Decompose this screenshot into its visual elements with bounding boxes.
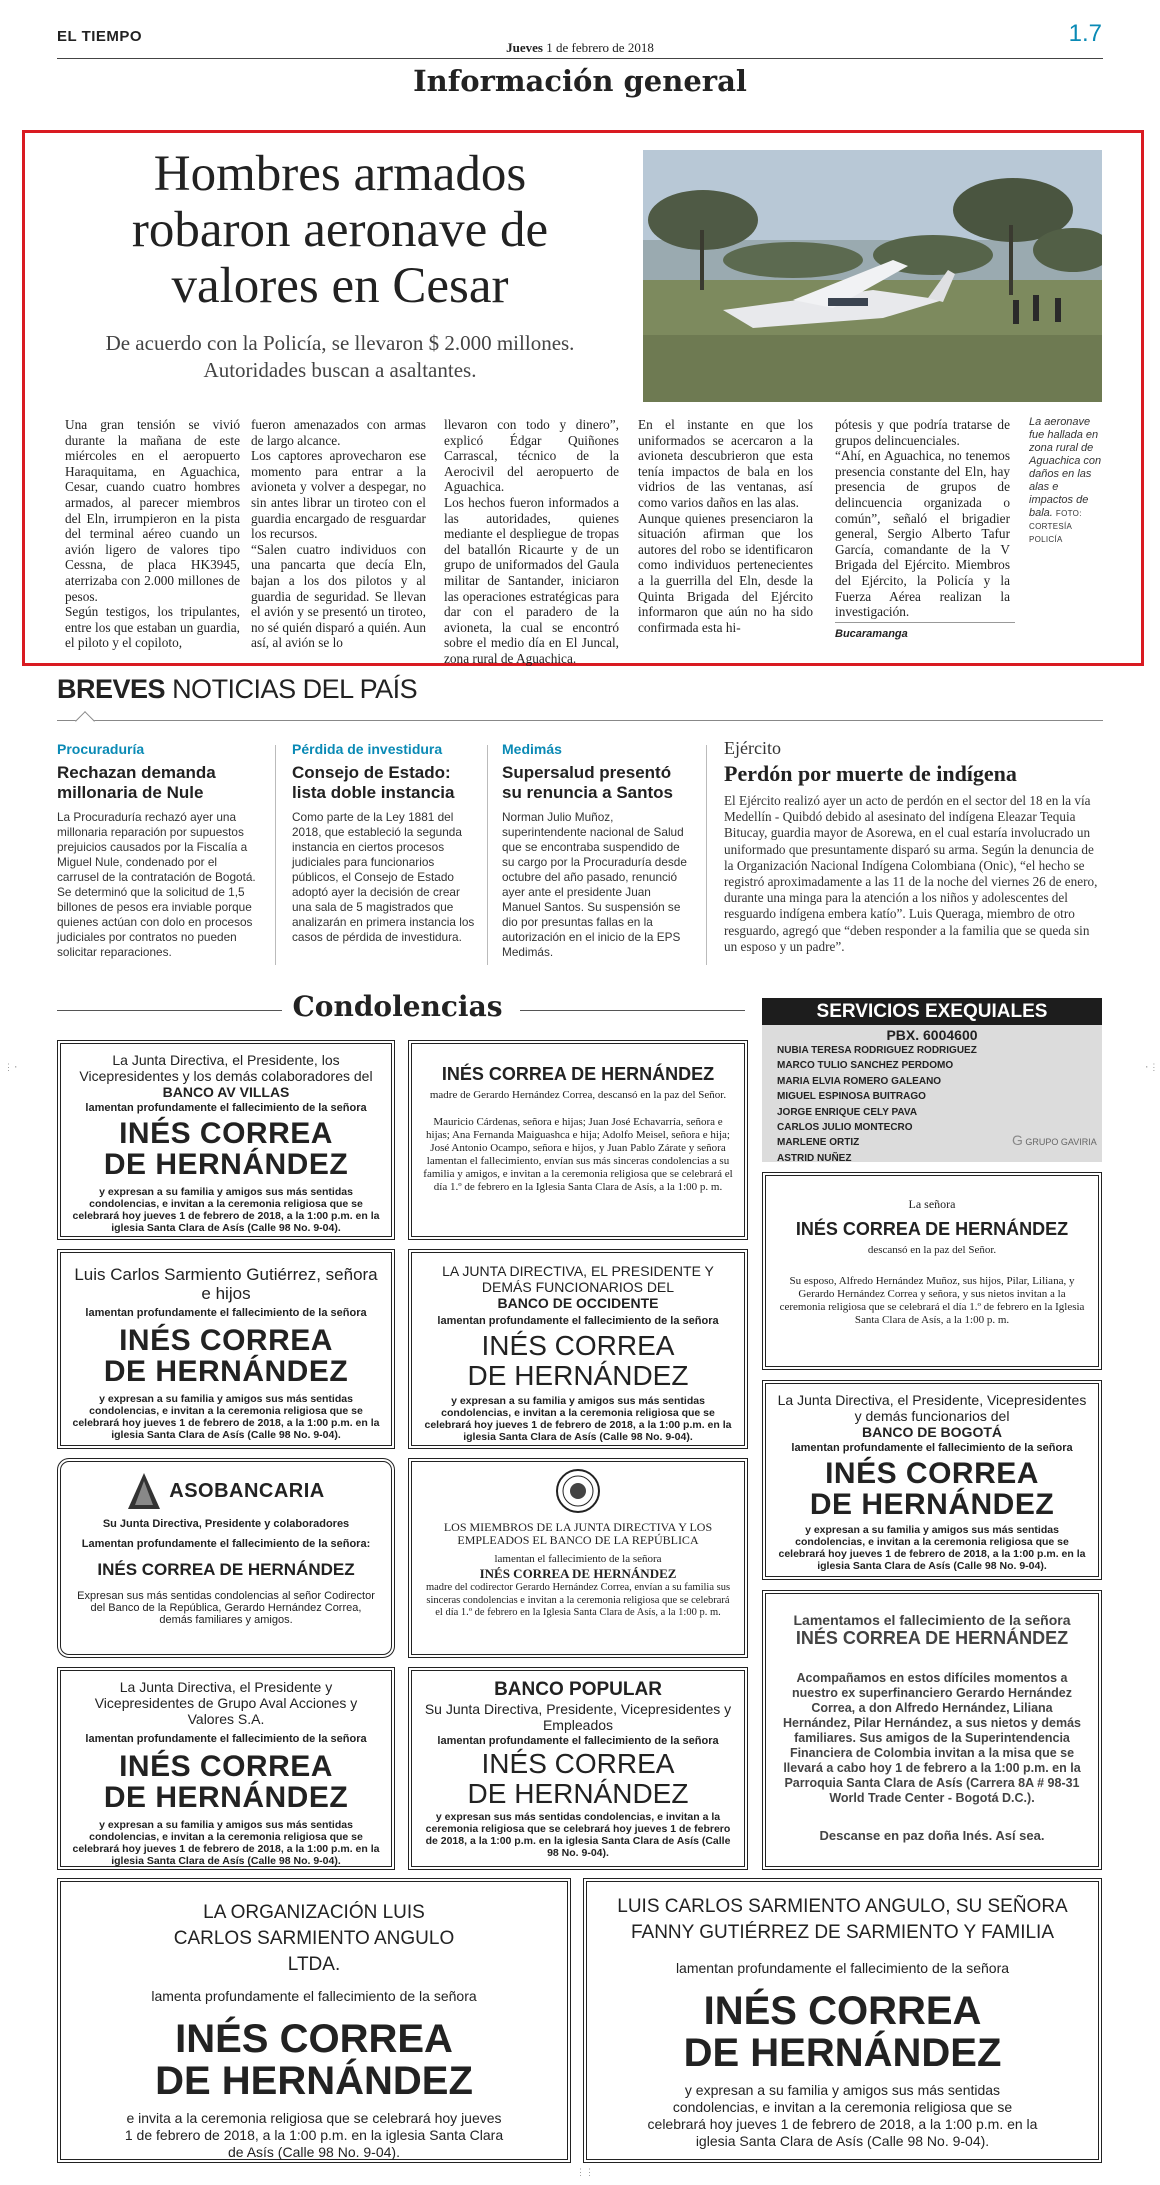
brief-category: Medimás — [502, 741, 562, 757]
brief-text: El Ejército realizó ayer un acto de perdón en el sector del 18 en la vía Medellín - Quibdó debido al asesinato del indígena Eleazar Tequia Bitucay, guardia mayor de Asorewa, en el cual estaría involucrado un uniformado que presuntamente disparó su arma. Según la denuncia de la Organización Nacional Indígena Colombiana (Onic), “el hecho se registró aproximadamente a las 11 de la noche del viernes 26 de enero, durante una minga para la atención a los niños y adolescentes del resguardo indígena embera katío”. Luis Queraga, miembro de otro resguardo, agregó que “deben responder a la familia que se queda sin un esposo y un padre”. — [724, 793, 1098, 954]
list-item: ASTRID NUÑEZ — [777, 1152, 852, 1164]
feature-deck: De acuerdo con la Policía, se llevaron $ 2.000 millones. Autoridades buscan a asaltantes. — [105, 331, 575, 382]
brief-text: La Procuraduría rechazó ayer una millonaria reparación por supuestos prejuicios causados por la Fiscalía a Miguel Nule, condenado por el carrusel de la contratación de Bogotá. Se determinó que la solicitud de 1,5 billones de pesos era inviable porque quienes actúan con dolo en procesos judiciales por contratos no pueden solicitar reparaciones. — [57, 810, 256, 959]
ad-lament: lamentan profundamente el fallecimiento de la señora — [85, 1307, 367, 1319]
caption-text: La aeronave fue hallada en zona rural de Aguachica con daños en las alas e impactos de bala. — [1029, 416, 1102, 519]
page-number: 1.7 — [1068, 20, 1102, 47]
ad-name: INÉS CORREA DE HERNÁNDEZ — [441, 1064, 715, 1084]
ad-intro: LUIS CARLOS SARMIENTO ANGULO, SU SEÑORA FANNY GUTIÉRREZ DE SARMIENTO Y FAMILIA — [617, 1896, 1068, 1943]
ad-name-2: DE HERNÁNDEZ — [467, 1360, 689, 1391]
caption-credit: FOTO: CORTESÍA POLICÍA — [1029, 509, 1082, 544]
ad-name-2: DE HERNÁNDEZ — [103, 1781, 349, 1814]
brief-headline: Consejo de Estado: lista doble instancia — [292, 763, 455, 802]
asobancaria-wordmark: ASOBANCARIA — [169, 1479, 325, 1502]
ad-lament: lamentan profundamente el fallecimiento de la señora — [437, 1315, 719, 1327]
condolence-ad-lcs-gutierrez — [57, 1249, 395, 1449]
ad-intro: LOS MIEMBROS DE LA JUNTA DIRECTIVA Y LOS EMPLEADOS EL BANCO DE LA REPÚBLICA — [443, 1520, 713, 1547]
brief-separator — [487, 745, 488, 965]
ad-intro: Su Junta Directiva, Presidente, Vicepresidentes y Empleados — [424, 1701, 732, 1733]
condolence-ad-banco-bogota — [762, 1380, 1102, 1580]
brief-item — [57, 741, 262, 960]
condolence-ad-grupo-aval — [57, 1667, 395, 1870]
dateline — [0, 40, 1160, 56]
ad-sub: descansó en la paz del Señor. — [867, 1244, 997, 1256]
asobancaria-icon — [127, 1472, 161, 1510]
ad-name-1: INÉS CORREA — [481, 1330, 675, 1361]
servicios-title: SERVICIOS EXEQUIALES — [762, 998, 1102, 1025]
ad-lament: lamentan profundamente el fallecimiento de la señora — [675, 1960, 1010, 1976]
date-day: Jueves — [506, 40, 543, 55]
list-item: MIGUEL ESPINOSA BUITRAGO — [777, 1091, 926, 1103]
ad-body: madre del codirector Gerardo Hernández Correa, envían a su familia sus sinceras condolencias e invitan a la ceremonia religiosa que se celebrará el día 1.º de febrero en la Iglesia Santa Clara de Asís, a la 1:00 p. m. — [425, 1582, 731, 1618]
list-item: NUBIA TERESA RODRIGUEZ RODRIGUEZ — [777, 1045, 977, 1056]
ad-name-1: INÉS CORREA — [119, 1324, 333, 1357]
ad-intro: Luis Carlos Sarmiento Gutiérrez, señora e hijos — [74, 1265, 378, 1303]
ad-name-2: DE HERNÁNDEZ — [155, 2059, 473, 2103]
banrep-seal-icon — [555, 1468, 601, 1514]
ad-body: y expresan a su familia y amigos sus más sentidas condolencias, e invitan a la ceremonia religiosa que se celebrará hoy jueves 1 de febrero de 2018, a la 1:00 p.m. en la iglesia Santa Clara de Asís (Calle 98 No. 9-04). — [424, 1395, 732, 1443]
brief-separator — [275, 745, 276, 965]
gaviria-brand: GRUPO GAVIRIA — [1025, 1137, 1097, 1147]
ad-body: Mauricio Cárdenas, señora e hijas; Juan José Echavarría, señora e hijas; Ana Fernanda Maiguashca e hija; Adolfo Meisel, señora e hija; José Antonio Ocampo, señora e hijos, y Juan Pablo Zárate y señora lamentan el fallecimiento, envían sus más sinceras condolencias a su familia y amigos, e invitan a la ceremonia religiosa que se celebrará el día 1.º de febrero en la Iglesia Santa Clara de Asís, a la 1:00 p. m. — [423, 1116, 733, 1193]
ad-name-1: INÉS CORREA — [175, 2017, 453, 2061]
brief-headline: Supersalud presentó su renuncia a Santos — [502, 763, 673, 802]
breves-title-bold: BREVES — [57, 674, 166, 704]
ad-sub: madre de Gerardo Hernández Correa, descansó en la paz del Señor. — [429, 1089, 727, 1101]
ad-body: y expresan a su familia y amigos sus más sentidas condolencias, e invitan a la ceremonia religiosa que se celebrará hoy jueves 1 de febrero de 2018, a la 1:00 p.m. en la iglesia Santa Clara de Asís (Calle 98 No. 9-04). — [72, 1819, 380, 1867]
ad-name-2: DE HERNÁNDEZ — [809, 1488, 1055, 1521]
registration-mark: ·⋮ — [1144, 1063, 1159, 1073]
ad-top: La señora — [908, 1197, 956, 1211]
ad-body: y expresan a su familia y amigos sus más sentidas condolencias, e invitan a la ceremonia religiosa que se celebrará hoy jueves 1 de febrero de 2018, a la 1:00 p.m. en la iglesia Santa Clara de Asís (Calle 98 No. 9-04). — [72, 1186, 380, 1234]
registration-mark: ⋮· — [4, 1063, 19, 1073]
feature-column-2: fueron amenazados con armas de largo alcance. Los captores aprovecharon ese momento para entrar a la avioneta y volver a despegar, no sin antes librar un tiroteo con el guardia encargado de resguardar los recursos. “Salen cuatro individuos con una pancarta que decía Eln, bajan a los dos pilotos y al guardia de seguridad. Se llevan el avión y se presentó un tiroteo, no sé quién disparó a quién. Aun así, al avión se lo — [251, 417, 426, 651]
feature-column-5: pótesis y que podría tratarse de grupos delincuenciales. “Ahí, en Aguachica, no tenemos presencia constante del Eln, hay presencia de grupos de delincuencia organizada o común”, señaló el brigadier general, Sergio Alberto Tafur García, comandante de la V Brigada del Ejército. Miembros del Ejército, la Policía y la Fuerza Aérea realizan la investigación. — [835, 417, 1010, 620]
ad-lament: lamentan profundamente el fallecimiento de la señora — [437, 1735, 719, 1747]
ad-body: y expresan a su familia y amigos sus más sentidas condolencias, e invitan a la ceremonia religiosa que se celebrará hoy jueves 1 de febrero de 2018, a la 1:00 p.m. en la iglesia Santa Clara de Asís (Calle 98 No. 9-04). — [647, 2082, 1038, 2149]
ad-intro: La Junta Directiva, el Presidente y Vicepresidentes de Grupo Aval Acciones y Valores S.A. — [94, 1679, 358, 1727]
registration-mark: ⋮⋮ — [576, 2168, 594, 2178]
brief-item — [292, 741, 482, 945]
feature-column-4: En el instante en que los uniformados se acercaron a la avioneta descubrieron que esta tenía impactos de bala en los vidrios de las ventanas, así como varios daños en las alas. Aunque quienes presenciaron la situación afirman que los autores del robo se identificaron como individuos pertenecientes a la guerrilla del Eln, desde la Quinta Brigada del Ejército informaron que aún no ha sido confirmada esta hi- — [638, 417, 813, 635]
ad-intro: La Junta Directiva, el Presidente, los Vicepresidentes y los demás colaboradores del — [79, 1052, 373, 1084]
ad-body: y expresan a su familia y amigos sus más sentidas condolencias, e invitan a la ceremonia religiosa que se celebrará hoy jueves 1 de febrero de 2018, a la 1:00 p.m. en la iglesia Santa Clara de Asís (Calle 98 No. 9-04). — [72, 1393, 380, 1441]
section-title: Información general — [413, 64, 747, 98]
list-item: JORGE ENRIQUE CELY PAVA — [777, 1106, 918, 1118]
condolence-ad-familia — [762, 1172, 1102, 1370]
byline-rule — [835, 622, 1015, 623]
condolence-ad-av-villas — [57, 1040, 395, 1240]
brief-category: Pérdida de investidura — [292, 741, 443, 757]
feature-column-3: llevaron con todo y dinero”, explicó Édgar Quiñones Carrascal, técnico de la Aerocivil del aeropuerto de Aguachica. Los hechos fueron informados a las autoridades, quienes mediante el despliegue de tropas del batallón Ricaurte y de un grupo de uniformados del Gaula militar de Santander, iniciaron las operaciones estratégicas para dar con el paradero de la avioneta, la cual se encontró sobre el medio día en El Juncal, zona rural de Aguachica. — [444, 417, 619, 666]
breves-notch — [75, 711, 95, 731]
ad-name: INÉS CORREA DE HERNÁNDEZ — [479, 1566, 677, 1581]
ad-name-2: DE HERNÁNDEZ — [103, 1355, 349, 1388]
asobancaria-logo — [77, 1472, 375, 1510]
list-item: CARLOS JULIO MONTECRO — [777, 1122, 913, 1134]
ad-org: BANCO POPULAR — [494, 1679, 662, 1700]
ad-body: Acompañamos en estos difíciles momentos a nuestro ex superfinanciero Gerardo Hernández Correa, a don Alfredo Hernández, Liliana Hernández, Pilar Hernández, a sus nietos y demás familiares. Sus amigos de la Superintendencia Financiera de Colombia invitan a la misa que se llevará a cabo hoy 1 de febrero a la 1:00 p.m. en la Parroquia Santa Clara de Asís (Carrera 8A # 98-31 World Trade Center - Bogotá D.C.). — [782, 1671, 1082, 1805]
ad-lament: lamentan profundamente el fallecimiento de la señora — [85, 1102, 367, 1114]
ad-head: Lamentamos el fallecimiento de la señora — [793, 1612, 1071, 1628]
condolence-ad-lcs-familia — [583, 1878, 1102, 2163]
brief-separator — [706, 745, 707, 965]
ad-lament: lamentan el fallecimiento de la señora — [494, 1553, 662, 1565]
feature-column-1: Una gran tensión se vivió durante la mañana de este miércoles en el aeropuerto Haraquitama, en Aguachica, Cesar, cuando cuatro hombres armados, al parecer miembros del Eln, irrumpieron en la pista del terminal aéreo cuando un avión ligero de valores tipo Cessna, de placa HK3945, aterrizaba con 2.000 millones de pesos. Según testigos, los tripulantes, entre los que estaban un guardia, el piloto y el copiloto, — [65, 417, 240, 651]
ad-lament: lamentan profundamente el fallecimiento de la señora — [85, 1733, 367, 1745]
list-item: MARIA ELVIA ROMERO GALEANO — [777, 1075, 942, 1087]
ad-name-1: INÉS CORREA — [481, 1748, 675, 1779]
ad-name-1: INÉS CORREA — [119, 1117, 333, 1150]
condolence-ad-asobancaria — [57, 1458, 395, 1658]
ad-intro: Su Junta Directiva, Presidente y colaboradores — [102, 1518, 350, 1530]
gaviria-logo — [1012, 1132, 1097, 1148]
condolence-ad-superfinanciera — [762, 1590, 1102, 1870]
ad-org: BANCO DE OCCIDENTE — [497, 1295, 659, 1311]
ad-lament: Lamentan profundamente el fallecimiento de la señora: — [81, 1538, 371, 1550]
brief-category: Ejército — [724, 738, 781, 758]
ad-intro: LA JUNTA DIRECTIVA, EL PRESIDENTE Y DEMÁS FUNCIONARIOS DEL — [442, 1263, 714, 1295]
brief-item — [502, 741, 692, 960]
list-item: MARCO TULIO SANCHEZ PERDOMO — [777, 1060, 954, 1072]
condolence-ad-banco-popular — [408, 1667, 748, 1870]
brief-headline: Perdón por muerte de indígena — [724, 761, 1017, 786]
ad-lament: lamenta profundamente el fallecimiento de la señora — [151, 1988, 477, 2004]
ad-body: y expresan a su familia y amigos sus más sentidas condolencias, e invitan a la ceremonia religiosa que se celebrará hoy jueves 1 de febrero de 2018, a la 1:00 p.m. en la iglesia Santa Clara de Asís (Calle 98 No. 9-04). — [778, 1524, 1086, 1572]
brief-text: Como parte de la Ley 1881 del 2018, que estableció la segunda instancia en ciertos procesos judiciales para funcionarios públicos, el Consejo de Estado adoptó ayer la decisión de crear una sala de 5 magistrados que analizarán en primera instancia los casos de pérdida de investidura. — [292, 810, 475, 944]
photo-caption — [1029, 416, 1103, 546]
list-item: MARLENE ORTIZ — [777, 1137, 860, 1149]
ad-name: INÉS CORREA DE HERNÁNDEZ — [795, 1628, 1069, 1648]
ad-body: Expresan sus más sentidas condolencias al señor Codirector del Banco de la República, Gerardo Hernández Correa, demás familiares y amigos. — [77, 1590, 375, 1626]
servicios-pbx: PBX. 6004600 — [886, 1027, 978, 1043]
ad-name: INÉS CORREA DE HERNÁNDEZ — [795, 1219, 1069, 1239]
breves-title-light: NOTICIAS DEL PAÍS — [172, 674, 418, 704]
condolencias-title: Condolencias — [292, 990, 503, 1023]
condolence-ad-banco-occidente — [408, 1249, 748, 1449]
condolence-ad-minhacienda — [408, 1040, 748, 1240]
condolence-ad-organizacion-lcs — [57, 1878, 571, 2163]
breves-rule — [57, 720, 1103, 721]
aircraft-photo — [643, 150, 1102, 402]
ad-org: BANCO DE BOGOTÁ — [862, 1424, 1002, 1440]
masthead: EL TIEMPO — [57, 28, 143, 45]
ad-lament: lamentan profundamente el fallecimiento de la señora — [791, 1442, 1073, 1454]
ad-name-1: INÉS CORREA — [825, 1457, 1039, 1490]
ad-intro: LA ORGANIZACIÓN LUIS CARLOS SARMIENTO ANGULO LTDA. — [173, 1902, 455, 1975]
ad-name-1: INÉS CORREA — [703, 1989, 982, 2033]
brief-text: Norman Julio Muñoz, superintendente nacional de Salud que se encontraba suspendido de su cargo por la Procuraduría desde octubre del año pasado, renunció ayer ante el presidente Juan Manuel Santos. Su suspensión se dio por presuntas fallas en la autorización en el inicio de la EPS Medimás. — [502, 810, 687, 959]
ad-body: e invita a la ceremonia religiosa que se celebrará hoy jueves 1 de febrero de 2018, a la 1:00 p.m. en la iglesia Santa Clara de Asís (Calle 98 No. 9-04). — [124, 2110, 504, 2160]
ad-name-1: INÉS CORREA — [119, 1750, 333, 1783]
ad-name: INÉS CORREA DE HERNÁNDEZ — [97, 1560, 355, 1579]
ad-name-2: DE HERNÁNDEZ — [683, 2031, 1002, 2075]
breves-title — [57, 674, 417, 705]
byline: Bucaramanga — [835, 628, 908, 640]
header-rule — [57, 58, 1103, 59]
ad-body: Su esposo, Alfredo Hernández Muñoz, sus hijos, Pilar, Liliana, y Gerardo Hernández Correa y señora, y sus nietos invitan a la ceremonia religiosa que se celebrará el día 1.º de febrero en la Iglesia Santa Clara de Asís, a la 1:00 p. m. — [779, 1275, 1085, 1326]
ad-org: BANCO AV VILLAS — [162, 1084, 290, 1100]
gaviria-icon: G — [1012, 1132, 1023, 1148]
brief-headline: Rechazan demanda millonaria de Nule — [57, 763, 216, 802]
brief-item — [724, 738, 1104, 955]
ad-body: y expresan sus más sentidas condolencias, e invitan a la ceremonia religiosa que se celebrará hoy jueves 1 de febrero de 2018, a la 1:00 p.m. en la iglesia Santa Clara de Asís (Calle 98 No. 9-04). — [425, 1811, 731, 1859]
brief-category: Procuraduría — [57, 741, 145, 757]
date-rest: 1 de febrero de 2018 — [546, 40, 654, 55]
ad-name-2: DE HERNÁNDEZ — [103, 1148, 349, 1181]
feature-headline: Hombres armados robaron aeronave de valores en Cesar — [131, 146, 549, 314]
condolence-ad-banco-republica — [408, 1458, 748, 1658]
ad-closing: Descanse en paz doña Inés. Así sea. — [819, 1828, 1045, 1843]
ad-name-2: DE HERNÁNDEZ — [467, 1778, 689, 1809]
ad-intro: La Junta Directiva, el Presidente, Vicepresidentes y demás funcionarios del — [777, 1392, 1087, 1424]
servicios-list — [777, 1043, 977, 1166]
